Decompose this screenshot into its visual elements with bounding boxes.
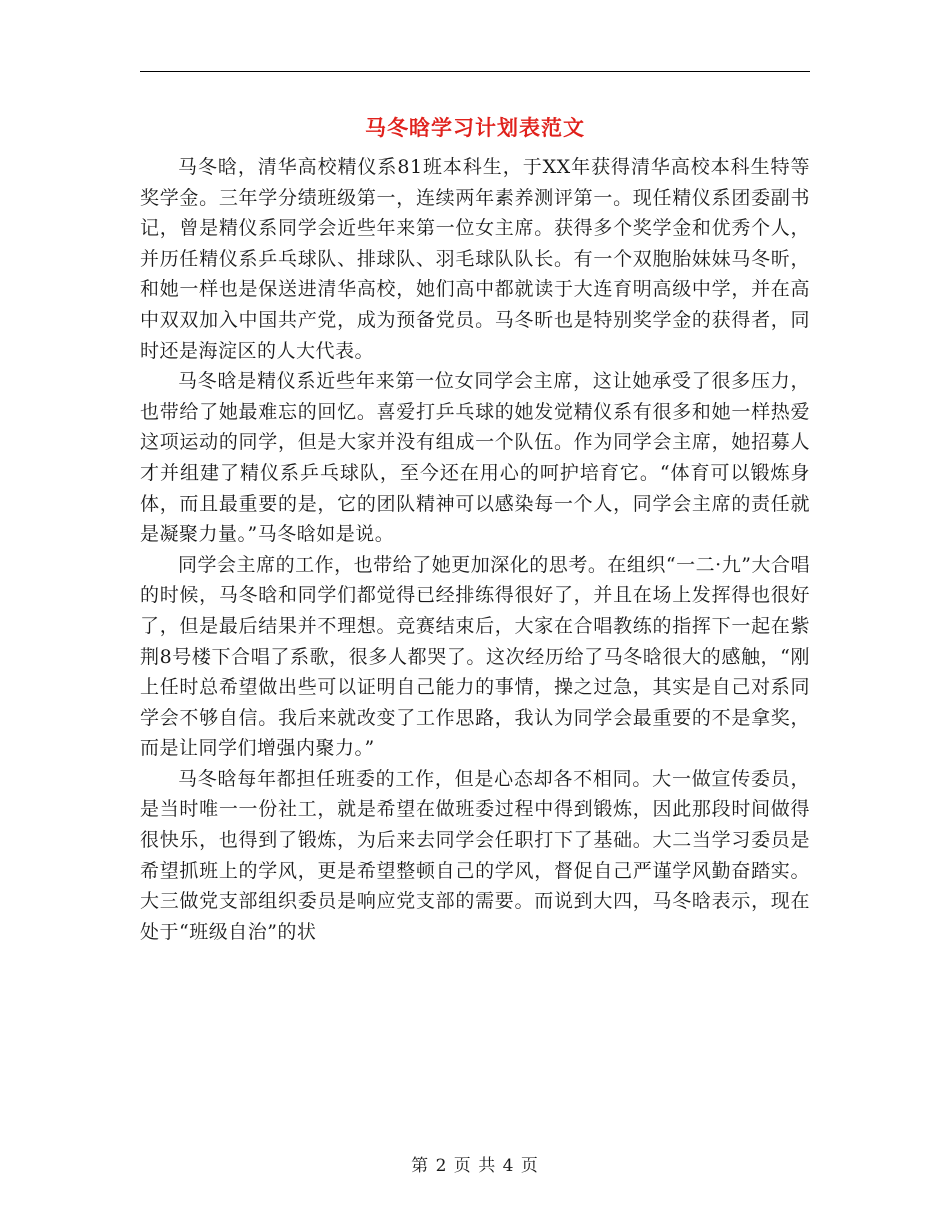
page-number: 第 2 页 共 4 页 bbox=[411, 1156, 539, 1176]
header-rule bbox=[140, 71, 810, 72]
document-body bbox=[140, 152, 810, 947]
document-title: 马冬晗学习计划表范文 bbox=[365, 115, 585, 140]
paragraph-4: 马冬晗每年都担任班委的工作，但是心态却各不相同。大一做宣传委员，是当时唯一一份社工，就是希望在做班委过程中得到锻炼，因此那段时间做得很快乐，也得到了锻炼，为后来去同学会任职打下了基础。大二当学习委员是希望抓班上的学风，更是希望整顿自己的学风，督促自己严谨学风勤奋踏实。大三做党支部组织委员是响应党支部的需要。而说到大四，马冬晗表示，现在处于“班级自治”的状 bbox=[140, 767, 810, 943]
paragraph-3: 同学会主席的工作，也带给了她更加深化的思考。在组织“一二·九”大合唱的时候，马冬晗和同学们都觉得已经排练得很好了，并且在场上发挥得也很好了，但是最后结果并不理想。竞赛结束后，大家在合唱教练的指挥下一起在紫荆8号楼下合唱了系歌，很多人都哭了。这次经历给了马冬晗很大的感触，“刚上任时总希望做出些可以证明自己能力的事情，操之过急，其实是自己对系同学会不够自信。我后来就改变了工作思路，我认为同学会最重要的不是拿奖，而是让同学们增强内聚力。” bbox=[140, 553, 810, 760]
paragraph-2: 马冬晗是精仪系近些年来第一位女同学会主席，这让她承受了很多压力，也带给了她最难忘的回忆。喜爱打乒乓球的她发觉精仪系有很多和她一样热爱这项运动的同学，但是大家并没有组成一个队伍。作为同学会主席，她招募人才并组建了精仪系乒乓球队，至今还在用心的呵护培育它。“体育可以锻炼身体，而且最重要的是，它的团队精神可以感染每一个人，同学会主席的责任就是凝聚力量。”马冬晗如是说。 bbox=[140, 370, 810, 546]
paragraph-1: 马冬晗，清华高校精仪系81班本科生，于XX年获得清华高校本科生特等奖学金。三年学分绩班级第一，连续两年素养测评第一。现任精仪系团委副书记，曾是精仪系同学会近些年来第一位女主席。获得多个奖学金和优秀个人，并历任精仪系乒乓球队、排球队、羽毛球队队长。有一个双胞胎妹妹马冬昕，和她一样也是保送进清华高校，她们高中都就读于大连育明高级中学，并在高中双双加入中国共产党，成为预备党员。马冬昕也是特别奖学金的获得者，同时还是海淀区的人大代表。 bbox=[140, 156, 810, 362]
